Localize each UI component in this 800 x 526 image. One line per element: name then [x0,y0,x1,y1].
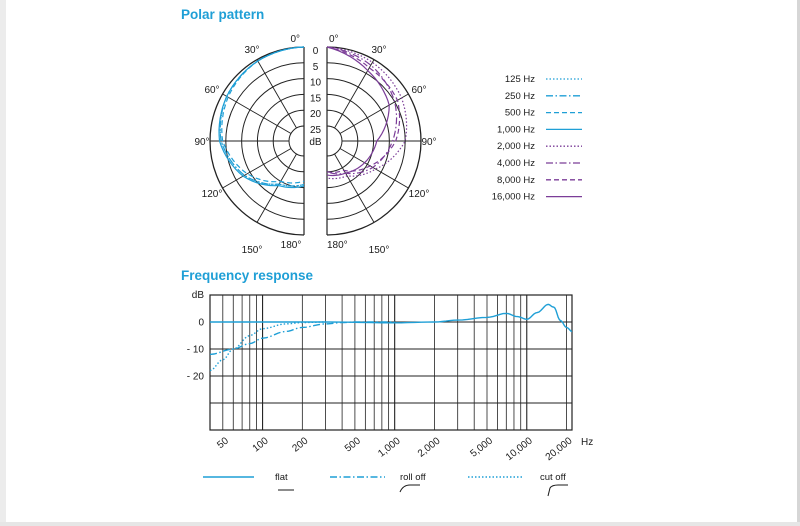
polar-angle-label-left: 180° [280,240,302,251]
frequency-y-tick-label: - 20 [186,371,204,383]
polar-legend-label: 8,000 Hz [496,174,535,186]
frequency-x-unit-label: Hz [581,437,594,448]
frequency-x-tick-label: 100 [250,435,271,455]
frequency-y-tick-label: 0 [198,317,204,329]
polar-radial-tick-label: 0 [312,46,319,57]
cut-off-shape-icon [548,485,568,496]
frequency-x-tick-label: 5,000 [468,435,496,460]
frequency-grid [210,295,572,430]
polar-legend-label: 16,000 Hz [491,191,535,203]
frequency-y-tick-label: - 10 [186,344,204,356]
frequency-x-tick-label: 20,000 [543,435,575,464]
polar-radial-tick-label: 10 [309,77,322,89]
polar-angle-label-left: 60° [204,85,220,96]
polar-angle-label-left: 90° [194,137,210,148]
frequency-x-tick-label: 200 [290,435,311,455]
frequency-legend-label: flat [275,472,288,483]
frequency-legend [203,472,568,496]
roll-off-shape-icon [400,485,420,492]
frequency-x-tick-label: 500 [342,435,363,455]
polar-ring-right [327,126,342,156]
polar-legend-label: 2,000 Hz [496,141,535,153]
polar-labels [194,34,436,256]
polar-angle-label-left: 150° [241,245,263,256]
polar-ring-left [289,126,304,156]
polar-radial-unit-label: dB [309,137,322,148]
polar-radial-tick-label: 25 [309,125,322,136]
frequency-y-unit-label: dB [191,290,204,301]
polar-radial-tick-label: 15 [309,93,322,105]
polar-radial-tick-label: 5 [312,61,319,73]
polar-angle-label-right: 180° [327,240,348,251]
frequency-plot-frame [210,295,572,430]
polar-legend-label: 250 Hz [504,90,535,102]
frequency-response-title: Frequency response [181,268,314,283]
polar-legend-label: 1,000 Hz [496,124,535,136]
frequency-x-tick-label: 1,000 [376,435,403,460]
frequency-curves [210,304,572,370]
polar-legend-label: 500 Hz [504,107,535,119]
frequency-curve-flat [210,304,572,331]
polar-angle-label-right: 120° [408,189,430,200]
polar-legend [492,74,582,203]
polar-legend-label: 125 Hz [504,74,535,85]
polar-angle-label-left: 30° [244,45,260,56]
polar-angle-label-right: 60° [411,85,427,96]
frequency-x-tick-label: 2,000 [415,435,443,460]
frequency-legend-label: roll off [400,472,426,483]
polar-pattern-title: Polar pattern [181,7,265,22]
polar-angle-label-right: 0° [329,34,339,45]
frequency-x-tick-label: 10,000 [503,435,535,464]
polar-legend-label: 4,000 Hz [496,158,535,169]
polar-angle-label-left: 120° [201,189,223,200]
frequency-curve-cut-off [210,322,326,371]
polar-radial-tick-label: 20 [309,109,322,121]
polar-angle-label-left: 0° [290,34,300,45]
polar-angle-label-right: 30° [371,45,387,56]
frequency-x-tick-label: 50 [215,435,231,452]
window-edge-bottom [0,522,800,526]
polar-angle-label-right: 150° [368,245,390,256]
frequency-legend-label: cut off [540,472,566,483]
polar-angle-label-right: 90° [421,137,437,148]
